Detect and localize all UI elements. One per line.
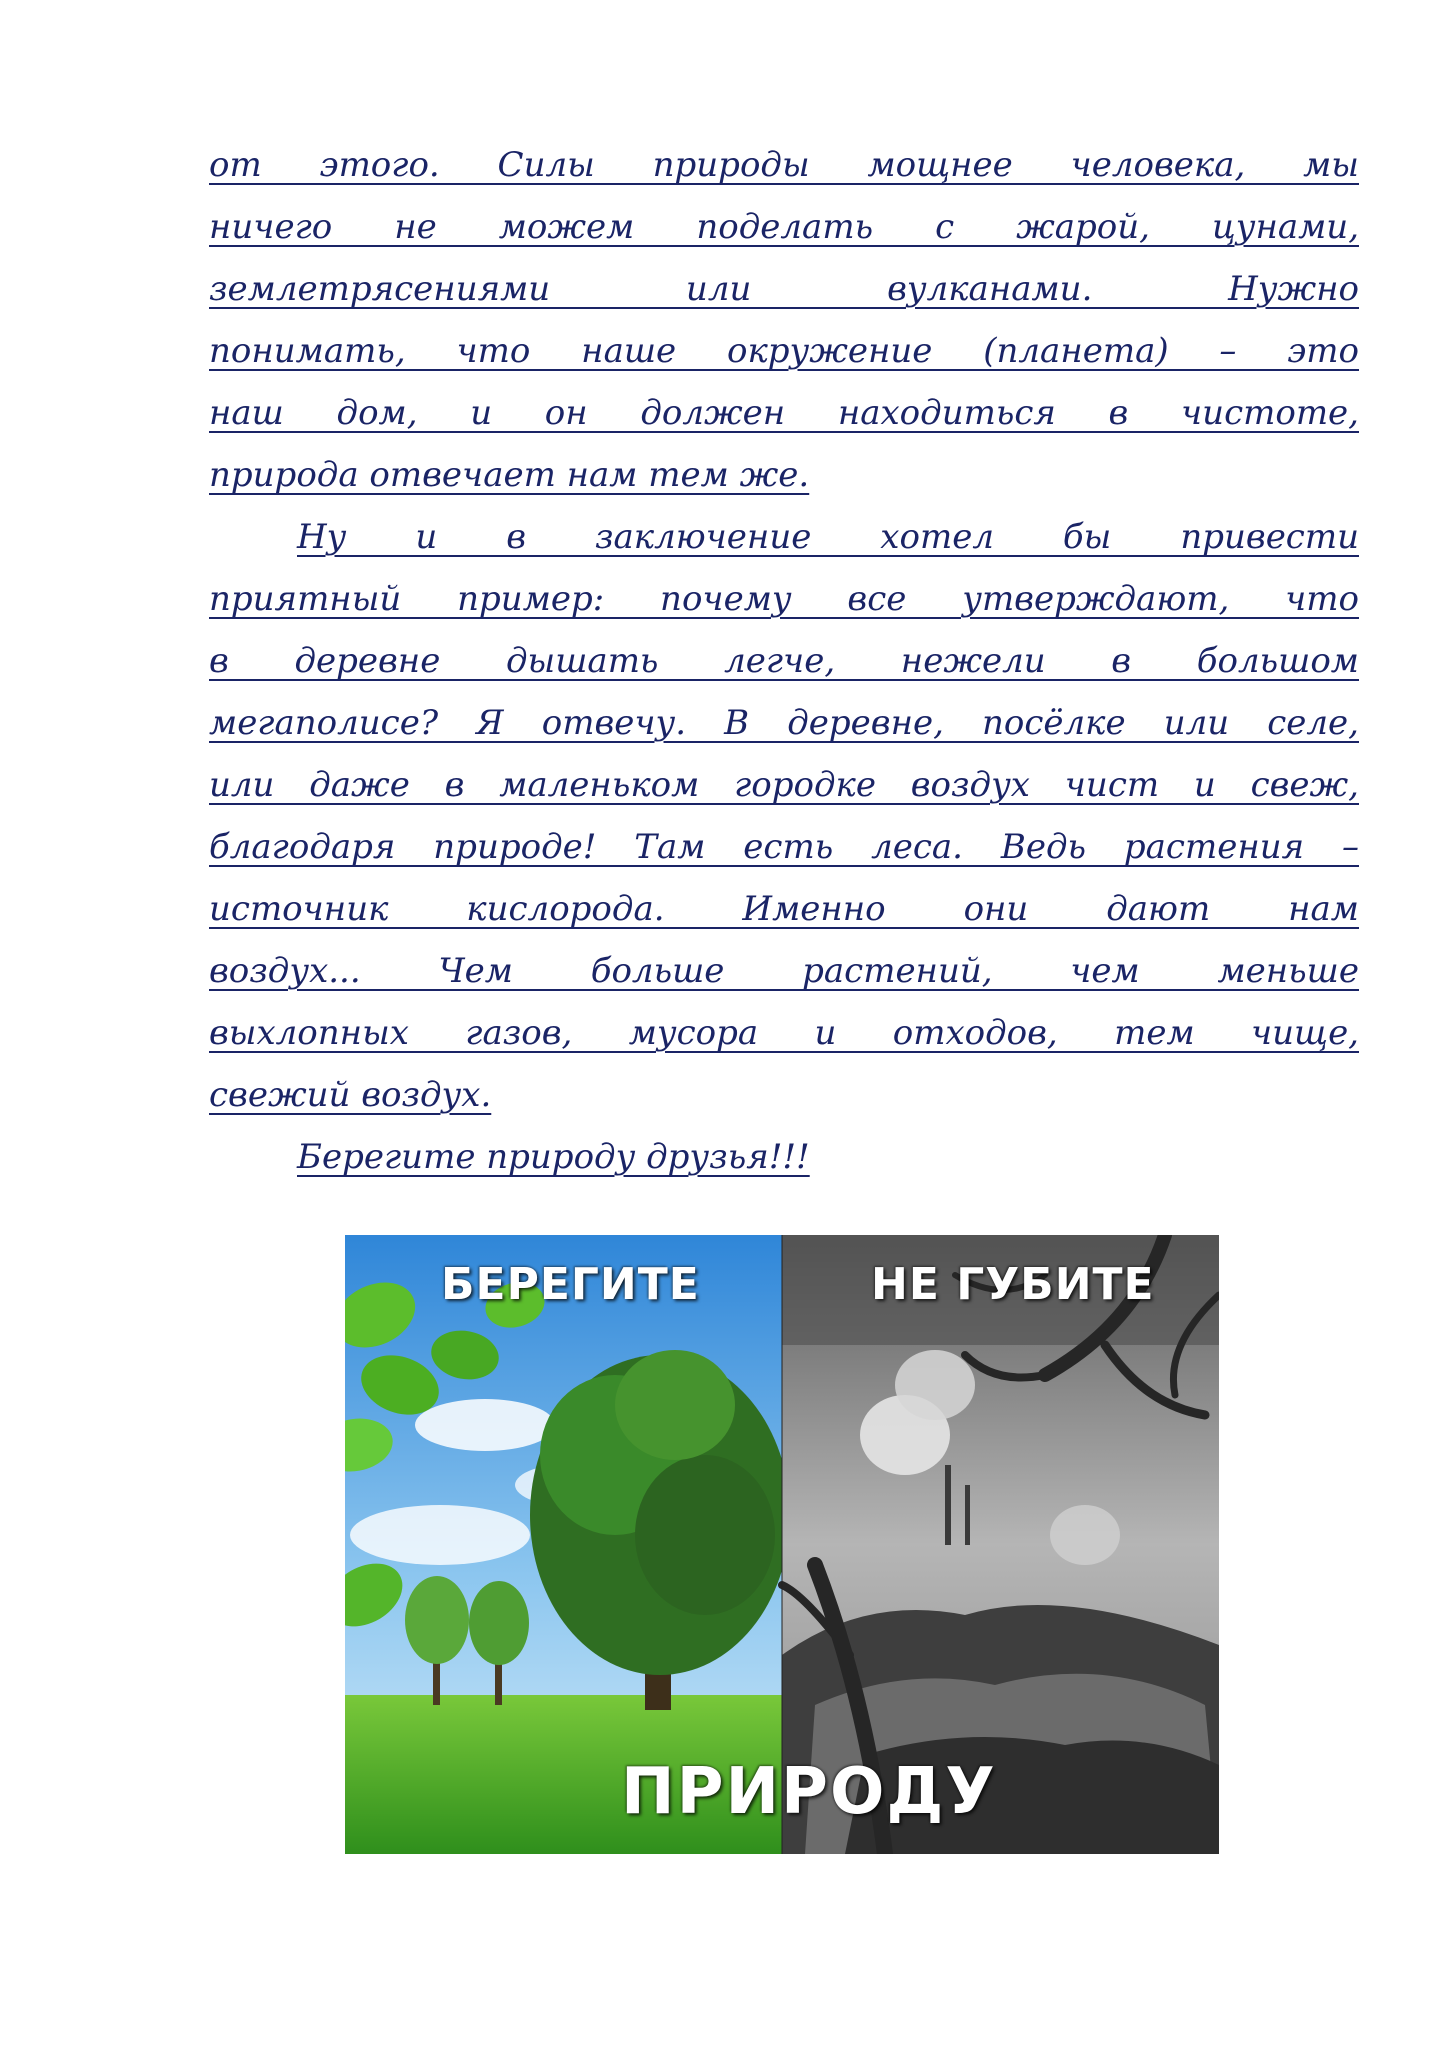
text-line: от этого. Силы природы мощнее человека, мы (209, 145, 1359, 185)
text-line: ничего не можем поделать с жарой, цунами, (209, 207, 1359, 247)
text-line: источник кислорода. Именно они дают нам (209, 889, 1359, 929)
text-line: свежий воздух. (209, 1075, 492, 1115)
closing-line: Берегите природу друзья!!! (297, 1137, 810, 1177)
text-line: Ну и в заключение хотел бы привести (297, 517, 1359, 557)
text-line: выхлопных газов, мусора и отходов, тем чище, (209, 1013, 1359, 1053)
poster-caption-bottom: ПРИРОДУ (621, 1755, 997, 1829)
poster-caption-left: БЕРЕГИТЕ (441, 1259, 700, 1310)
nature-poster (345, 1235, 1219, 1854)
text-line: землетрясениями или вулканами. Нужно (209, 269, 1359, 309)
poster-caption-right: НЕ ГУБИТЕ (871, 1259, 1155, 1310)
text-line: воздух... Чем больше растений, чем меньше (209, 951, 1359, 991)
text-line: мегаполисе? Я отвечу. В деревне, посёлке или селе, (209, 703, 1359, 743)
handwritten-text (209, 142, 1359, 1196)
text-line: природа отвечает нам тем же. (209, 455, 810, 495)
text-line: благодаря природе! Там есть леса. Ведь растения – (209, 827, 1359, 867)
text-line: наш дом, и он должен находиться в чистоте, (209, 393, 1359, 433)
text-line: понимать, что наше окружение (планета) – это (209, 331, 1359, 371)
text-line: или даже в маленьком городке воздух чист и свеж, (209, 765, 1359, 805)
text-line: в деревне дышать легче, нежели в большом (209, 641, 1359, 681)
text-line: приятный пример: почему все утверждают, что (209, 579, 1359, 619)
